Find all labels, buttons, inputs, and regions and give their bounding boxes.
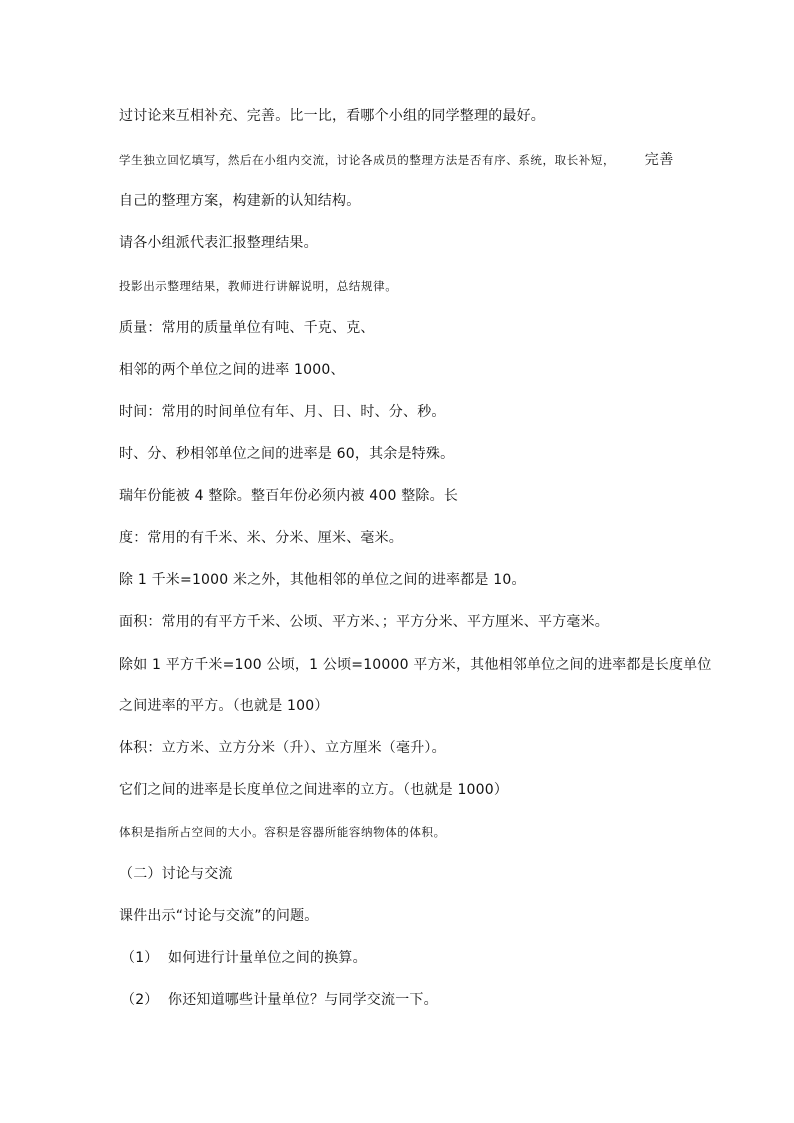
paragraph-line-2-end: 完善 bbox=[644, 152, 674, 168]
paragraph-line-1: 过讨论来互相补充、完善。比一比，看哪个小组的同学整理的最好。 bbox=[119, 108, 545, 124]
courseware-line: 课件出示“讨论与交流”的问题。 bbox=[119, 908, 319, 924]
volume-heading-line: 体积：立方米、立方分米（升）、立方厘米（毫升）。 bbox=[119, 740, 446, 756]
question-item-1 bbox=[121, 948, 367, 968]
length-heading-line: 度：常用的有千米、米、分米、厘米、毫米。 bbox=[119, 530, 403, 546]
length-rate-line: 除 1 千米=1000 米之外，其他相邻的单位之间的进率都是 10。 bbox=[119, 572, 526, 588]
area-heading-line: 面积：常用的有平方千米、公顷、平方米、；平方分米、平方厘米、平方毫米。 bbox=[119, 614, 609, 630]
leap-year-line: 瑞年份能被 4 整除。整百年份必须内被 400 整除。长 bbox=[119, 488, 459, 504]
time-heading-line: 时间：常用的时间单位有年、月、日、时、分、秒。 bbox=[119, 404, 446, 420]
volume-definition-line: 体积是指所占空间的大小。容积是容器所能容纳物体的体积。 bbox=[119, 825, 446, 839]
time-rate-line: 时、分、秒相邻单位之间的进率是 60，其余是特殊。 bbox=[119, 446, 455, 462]
paragraph-line-5: 投影出示整理结果，教师进行讲解说明，总结规律。 bbox=[119, 279, 398, 293]
paragraph-line-3: 自己的整理方案，构建新的认知结构。 bbox=[119, 193, 361, 209]
mass-rate-line: 相邻的两个单位之间的进率 1000、 bbox=[119, 362, 345, 378]
paragraph-line-2-text: 学生独立回忆填写，然后在小组内交流，讨论各成员的整理方法是否有序、系统，取长补短， bbox=[119, 153, 616, 167]
section-heading: （二）讨论与交流 bbox=[119, 866, 233, 882]
area-rate-line-2: 之间进率的平方。（也就是 100） bbox=[119, 698, 329, 714]
paragraph-line-2 bbox=[119, 150, 674, 170]
volume-rate-line: 它们之间的进率是长度单位之间进率的立方。（也就是 1000） bbox=[119, 782, 509, 798]
question-index-1: （1） bbox=[121, 950, 159, 966]
area-rate-line-1: 除如 1 平方千米=100 公顷，1 公顷=10000 平方米，其他相邻单位之间的进率都是长度单位 bbox=[119, 657, 712, 673]
mass-heading-line: 质量：常用的质量单位有吨、千克、克、 bbox=[119, 320, 375, 336]
paragraph-line-4: 请各小组派代表汇报整理结果。 bbox=[119, 235, 318, 251]
question-text-2: 你还知道哪些计量单位？与同学交流一下。 bbox=[168, 992, 438, 1008]
question-item-2 bbox=[121, 990, 438, 1010]
question-index-2: （2） bbox=[121, 992, 159, 1008]
question-text-1: 如何进行计量单位之间的换算。 bbox=[168, 950, 367, 966]
